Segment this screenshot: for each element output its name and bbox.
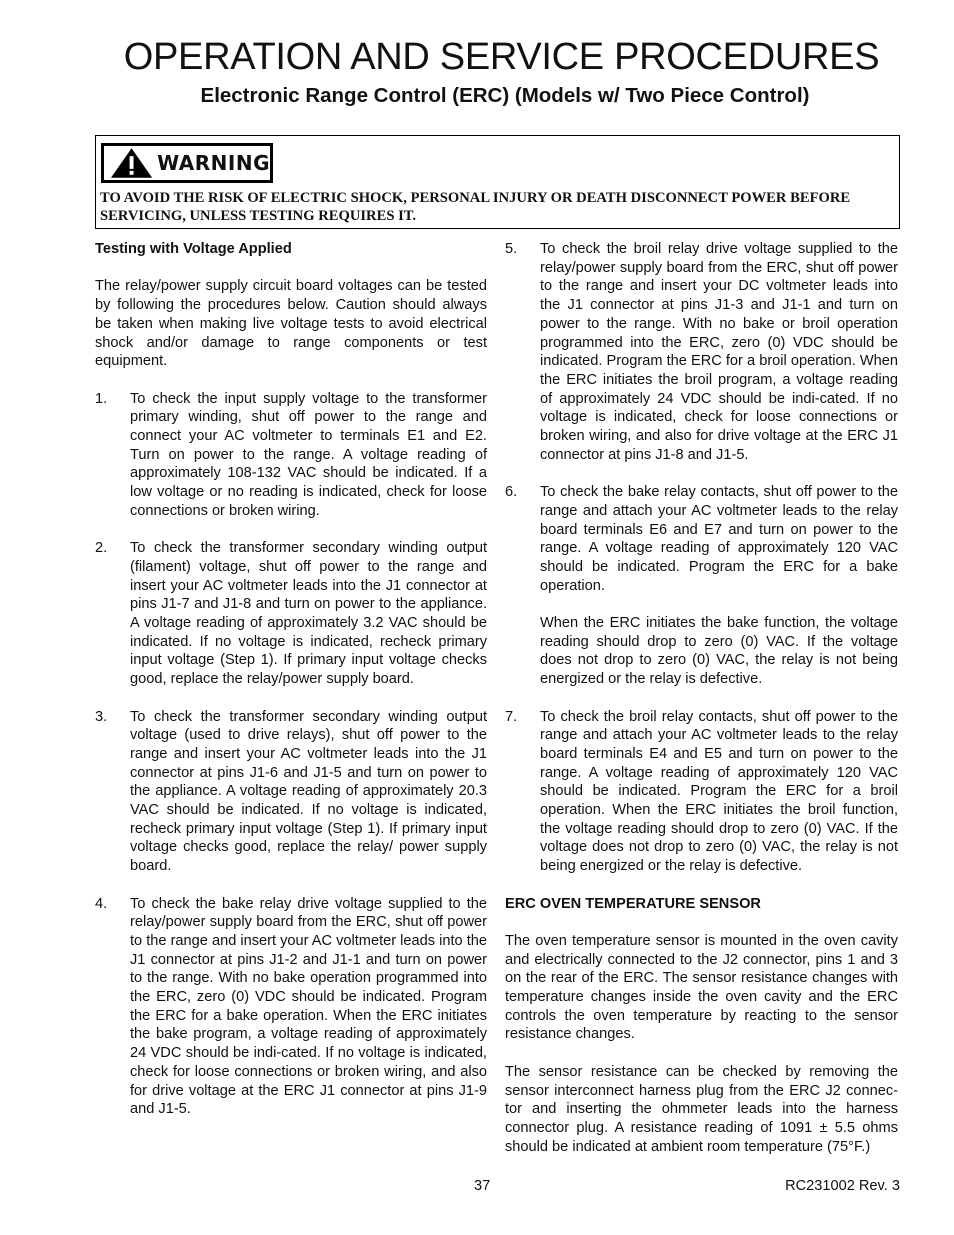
list-item [505,240,898,464]
list-item [95,895,487,1119]
left-column [95,240,487,1138]
warning-label: WARNING [157,151,270,175]
section-heading-sensor: ERC OVEN TEMPERATURE SENSOR [505,895,761,912]
list-item-continuation: When the ERC initiates the bake function, the voltage reading should drop to zero (0) VAC. If the voltage does not drop to zero (0) VAC, the relay is not being energized or the relay is defective. [540,615,898,688]
right-column [505,240,898,1175]
warning-triangle-icon [110,147,153,179]
list-item-text: To check the bake relay contacts, shut off power to the range and attach your AC voltmeter leads to the relay board terminals E6 and E7 and turn on power to the range. A voltage reading of approximately 120 VAC should be indicated. Program the ERC for a bake operation. [540,484,898,594]
warning-badge [101,143,273,183]
sensor-paragraph: The oven temperature sensor is mounted in the oven cavity and electrically connected to the J2 connector, pins 1 and 3 on the rear of the ERC. The sensor resistance changes with temperature changes inside the oven cavity and the ERC controls the oven temperature by reacting to the sensor resistance changes. [505,932,898,1043]
list-item [95,708,487,876]
list-item [95,539,487,689]
warning-box [95,135,900,229]
sensor-paragraph: The sensor resistance can be checked by removing the sensor interconnect harness plug from the ERC J2 connec-tor and inserting the ohmmeter leads into the harness connector plug. A resistance reading of 1091 ± 5.5 ohms should be indicated at ambient room temperature (75°F.) [505,1063,898,1155]
list-item-number: 3. [95,708,108,725]
list-item-text: To check the broil relay contacts, shut off power to the range and attach your AC voltmeter leads to the relay board terminals E4 and E5 and turn on power to the range. A voltage reading of approximately 120 VAC should be indicated. Program the ERC for a broil operation. When the ERC initiates the broil function, the voltage reading should drop to zero (0) VAC. If the voltage does not drop to zero (0) VAC, the relay is not being energized or the relay is defective. [540,708,898,875]
list-item-text: To check the broil relay drive voltage supplied to the relay/power supply board from the ERC, shut off power to the range and insert your DC voltmeter leads into the J1 connector at pins J1-3 and J1-1 and turn on power to the range. With no bake or broil operation programmed into the ERC, zero (0) VDC should be indicated. Program the ERC for a broil operation. When the ERC initiates the broil program, a voltage reading of approximately 24 VDC should be indi-cated. If no voltage is indicated, check for loose connections or broken wiring, and also for drive voltage at the ERC J1 connector at pins J1-8 and J1-5. [540,241,898,463]
intro-paragraph: The relay/power supply circuit board voltages can be tested by following the procedures below. Caution should always be taken when making live voltage tests to avoid electrical shock and/or damage to range components or test equipment. [95,278,487,370]
list-item-text: To check the bake relay drive voltage supplied to the relay/power supply board from the ERC, shut off power to the range and insert your AC voltmeter leads into the J1 connector at pins J1-2 and J1-1 and turn on power to the range. With no bake operation programmed into the ERC, zero (0) VDC should be indicated. Program the ERC for a bake operation. When the ERC initiates the bake program, a voltage reading of approximately 24 VDC should be indi-cated. If no voltage is indicated, check for loose connections or broken wiring, and also for drive voltage at the ERC J1 connector at pins J1-9 and J1-5. [130,895,487,1118]
list-item-number: 2. [95,540,108,557]
list-item-text: To check the input supply voltage to the transformer primary winding, shut off power to the range and connect your AC voltmeter to terminals E1 and E2. Turn on power to the range. A voltage reading of approximately 108-132 VAC should be indicated. If a low voltage or no reading is indicated, check for loose connections or broken wiring. [130,390,487,519]
section-heading-testing: Testing with Voltage Applied [95,241,292,257]
list-item-number: 4. [95,895,108,912]
page-title: OPERATION AND SERVICE PROCEDURES [123,36,880,78]
page-number: 37 [474,1178,491,1194]
page-subtitle: Electronic Range Control (ERC) (Models w/ Two Piece Control) [200,84,810,107]
list-item [505,483,898,595]
list-item [95,390,487,521]
list-item-number: 5. [505,241,518,257]
list-item [505,708,898,876]
list-item-number: 7. [505,708,518,725]
list-item-text: To check the transformer secondary winding output (filament) voltage, shut off power to the range and insert your AC voltmeter leads into the J1 connector at pins J1-7 and J1-8 and turn on power to the appliance. A voltage reading of approximately 3.2 VAC should be indicated. If no voltage is indicated, recheck primary input voltage (Step 1). If primary input voltage checks good, replace the relay/power supply board. [130,540,487,688]
document-revision: RC231002 Rev. 3 [785,1178,900,1194]
list-item-number: 1. [95,390,108,407]
warning-text: TO AVOID THE RISK OF ELECTRIC SHOCK, PERSONAL INJURY OR DEATH DISCONNECT POWER BEFORE SERVICING, UNLESS TESTING REQUIRES IT. [100,190,851,224]
list-item-text: To check the transformer secondary winding output voltage (used to drive relays), shut off power to the range and insert your AC voltmeter leads into the J1 connector at pins J1-6 and J1-5 and turn on power to the appliance. A voltage reading of approximately 20.3 VAC should be indicated. If no voltage is indicated, recheck primary input voltage (Step 1). If primary input voltage checks good, replace the relay/ power supply board. [130,708,487,875]
list-item-number: 6. [505,484,518,501]
